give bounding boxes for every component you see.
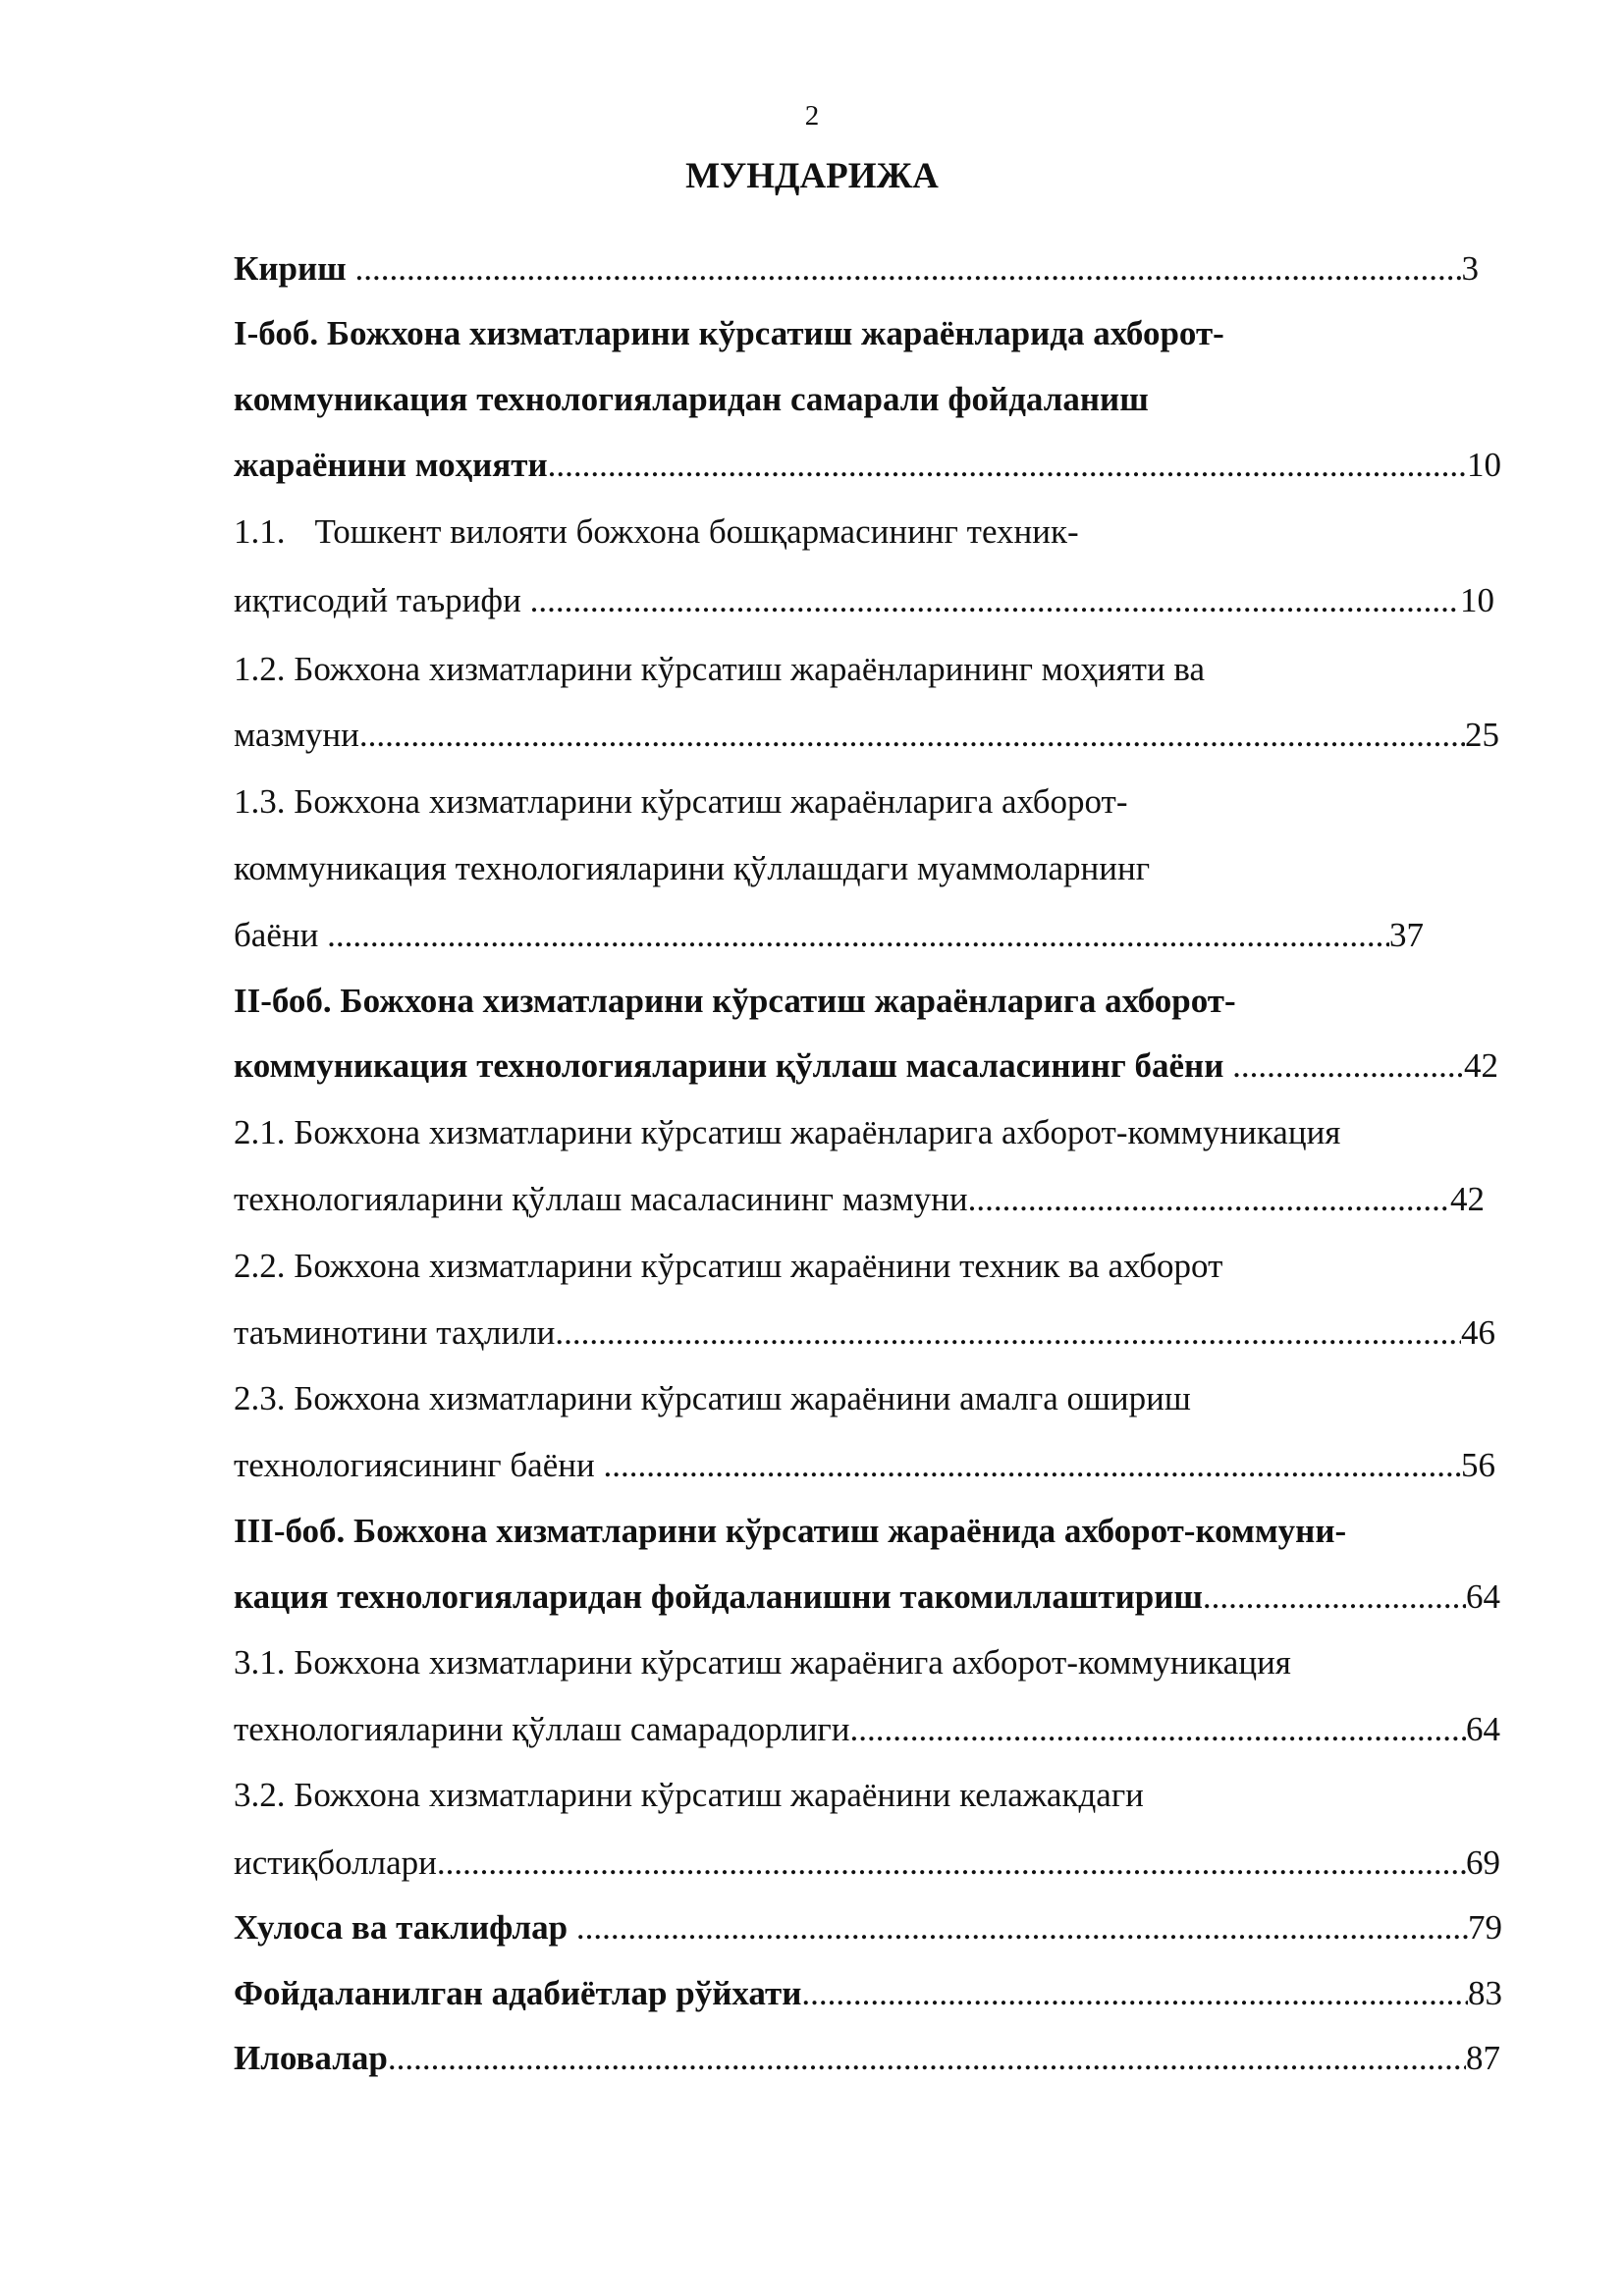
toc-section-2-3-line1: 2.3. Божхона хизматларини кўрсатиш жараёнини амалга ошириш (234, 1379, 1191, 1417)
toc-entry-text: истиқболлари (234, 1843, 437, 1882)
toc-section-2-1-line2 (234, 1178, 1485, 1221)
dot-leader (1232, 1044, 1464, 1088)
toc-entry-text: кация технологияларидан фойдаланишни такомиллаштириш (234, 1577, 1203, 1616)
toc-chapter-3-line1: III-боб. Божхона хизматларини кўрсатиш жараёнида ахборот-коммуни- (234, 1512, 1347, 1550)
toc-section-1-3-line1: 1.3. Божхона хизматларини кўрсатиш жараёнларига ахборот- (234, 782, 1128, 821)
toc-page-number: 87 (1466, 2039, 1500, 2077)
toc-chapter-2-line2 (234, 1044, 1498, 1088)
toc-page-number: 79 (1468, 1908, 1502, 1947)
toc-section-2-2-line2 (234, 1311, 1495, 1355)
toc-entry-text: иқтисодий таърифи (234, 581, 521, 619)
toc-entry-text: таъминотини таҳлили (234, 1313, 556, 1352)
dot-leader (327, 914, 1389, 957)
toc-entry-appendix (234, 2037, 1500, 2080)
toc-section-3-2-line2 (234, 1842, 1500, 1885)
toc-page-number: 56 (1461, 1446, 1495, 1484)
dot-leader (555, 1311, 1461, 1355)
toc-entry-text: Тошкент вилояти божхона бошқармасининг техник- (314, 512, 1079, 551)
toc-page-number: 3 (1461, 249, 1479, 288)
toc-page-number: 25 (1465, 716, 1499, 754)
toc-entry-text: коммуникация технологияларини қўллаш масаласининг баёни (234, 1046, 1224, 1085)
dot-leader (359, 714, 1465, 757)
toc-section-1-2-line1: 1.2. Божхона хизматларини кўрсатиш жараёнларининг моҳияти ва (234, 650, 1206, 688)
toc-section-2-3-line2 (234, 1444, 1495, 1487)
toc-section-1-1-line2 (234, 579, 1494, 622)
toc-entry-text: баёни (234, 916, 319, 954)
document-title: МУНДАРИЖА (685, 156, 939, 196)
dot-leader (603, 1444, 1461, 1487)
toc-section-3-1-line2 (234, 1708, 1500, 1751)
toc-entry-text: Кириш (234, 249, 347, 288)
toc-section-1-3-line2: коммуникация технологияларини қўллашдаги муаммоларнинг (234, 849, 1151, 887)
dot-leader (576, 1906, 1468, 1949)
toc-entry-text: Иловалар (234, 2039, 388, 2077)
toc-entry-intro (234, 247, 1479, 291)
toc-entry-text: технологиясининг баёни (234, 1446, 595, 1484)
toc-chapter-1-line1: I-боб. Божхона хизматларини кўрсатиш жараёнларида ахборот- (234, 314, 1224, 352)
dot-leader (530, 579, 1460, 622)
toc-page-number: 42 (1464, 1046, 1498, 1085)
page-number: 2 (804, 100, 820, 132)
toc-section-3-1-line1: 3.1. Божхона хизматларини кўрсатиш жараёнига ахборот-коммуникация (234, 1643, 1291, 1682)
toc-section-1-1-line1 (234, 510, 1079, 554)
dot-leader (388, 2037, 1466, 2080)
dot-leader (1203, 1575, 1466, 1619)
toc-chapter-2-line1: II-боб. Божхона хизматларини кўрсатиш жараёнларига ахборот- (234, 982, 1236, 1020)
toc-entry-literature (234, 1972, 1502, 2015)
toc-chapter-1-line3 (234, 444, 1501, 487)
toc-chapter-3-line2 (234, 1575, 1500, 1619)
toc-page-number: 83 (1468, 1974, 1502, 2012)
toc-section-2-1-line1: 2.1. Божхона хизматларини кўрсатиш жараёнларига ахборот-коммуникация (234, 1113, 1341, 1151)
toc-page-number: 37 (1389, 916, 1424, 954)
toc-page-number: 42 (1450, 1180, 1485, 1218)
toc-section-2-2-line1: 2.2. Божхона хизматларини кўрсатиш жараёнини техник ва ахборот (234, 1247, 1223, 1285)
dot-leader (437, 1842, 1466, 1885)
toc-page-number: 10 (1460, 581, 1494, 619)
toc-section-3-2-line1: 3.2. Божхона хизматларини кўрсатиш жараёнини келажакдаги (234, 1776, 1144, 1814)
toc-page-number: 10 (1467, 446, 1501, 484)
toc-section-1-2-line2 (234, 714, 1499, 757)
dot-leader (850, 1708, 1466, 1751)
toc-entry-text: мазмуни (234, 716, 359, 754)
dot-leader (968, 1178, 1450, 1221)
toc-section-number: 1.1. (234, 512, 286, 551)
dot-leader (548, 444, 1467, 487)
toc-page-number: 64 (1466, 1577, 1500, 1616)
toc-entry-text: жараёнини моҳияти (234, 446, 548, 484)
toc-page-number: 64 (1466, 1710, 1500, 1748)
toc-entry-text: Фойдаланилган адабиётлар рўйхати (234, 1974, 802, 2012)
dot-leader (801, 1972, 1468, 2015)
toc-chapter-1-line2: коммуникация технологияларидан самарали фойдаланиш (234, 380, 1149, 418)
toc-entry-text: технологияларини қўллаш самарадорлиги (234, 1710, 850, 1748)
toc-section-1-3-line3 (234, 914, 1424, 957)
toc-page-number: 69 (1466, 1843, 1500, 1882)
dot-leader (354, 247, 1461, 291)
toc-entry-conclusion (234, 1906, 1502, 1949)
toc-entry-text: технологияларини қўллаш масаласининг мазмуни (234, 1180, 968, 1218)
toc-page-number: 46 (1461, 1313, 1495, 1352)
toc-entry-text: Хулоса ва таклифлар (234, 1908, 568, 1947)
